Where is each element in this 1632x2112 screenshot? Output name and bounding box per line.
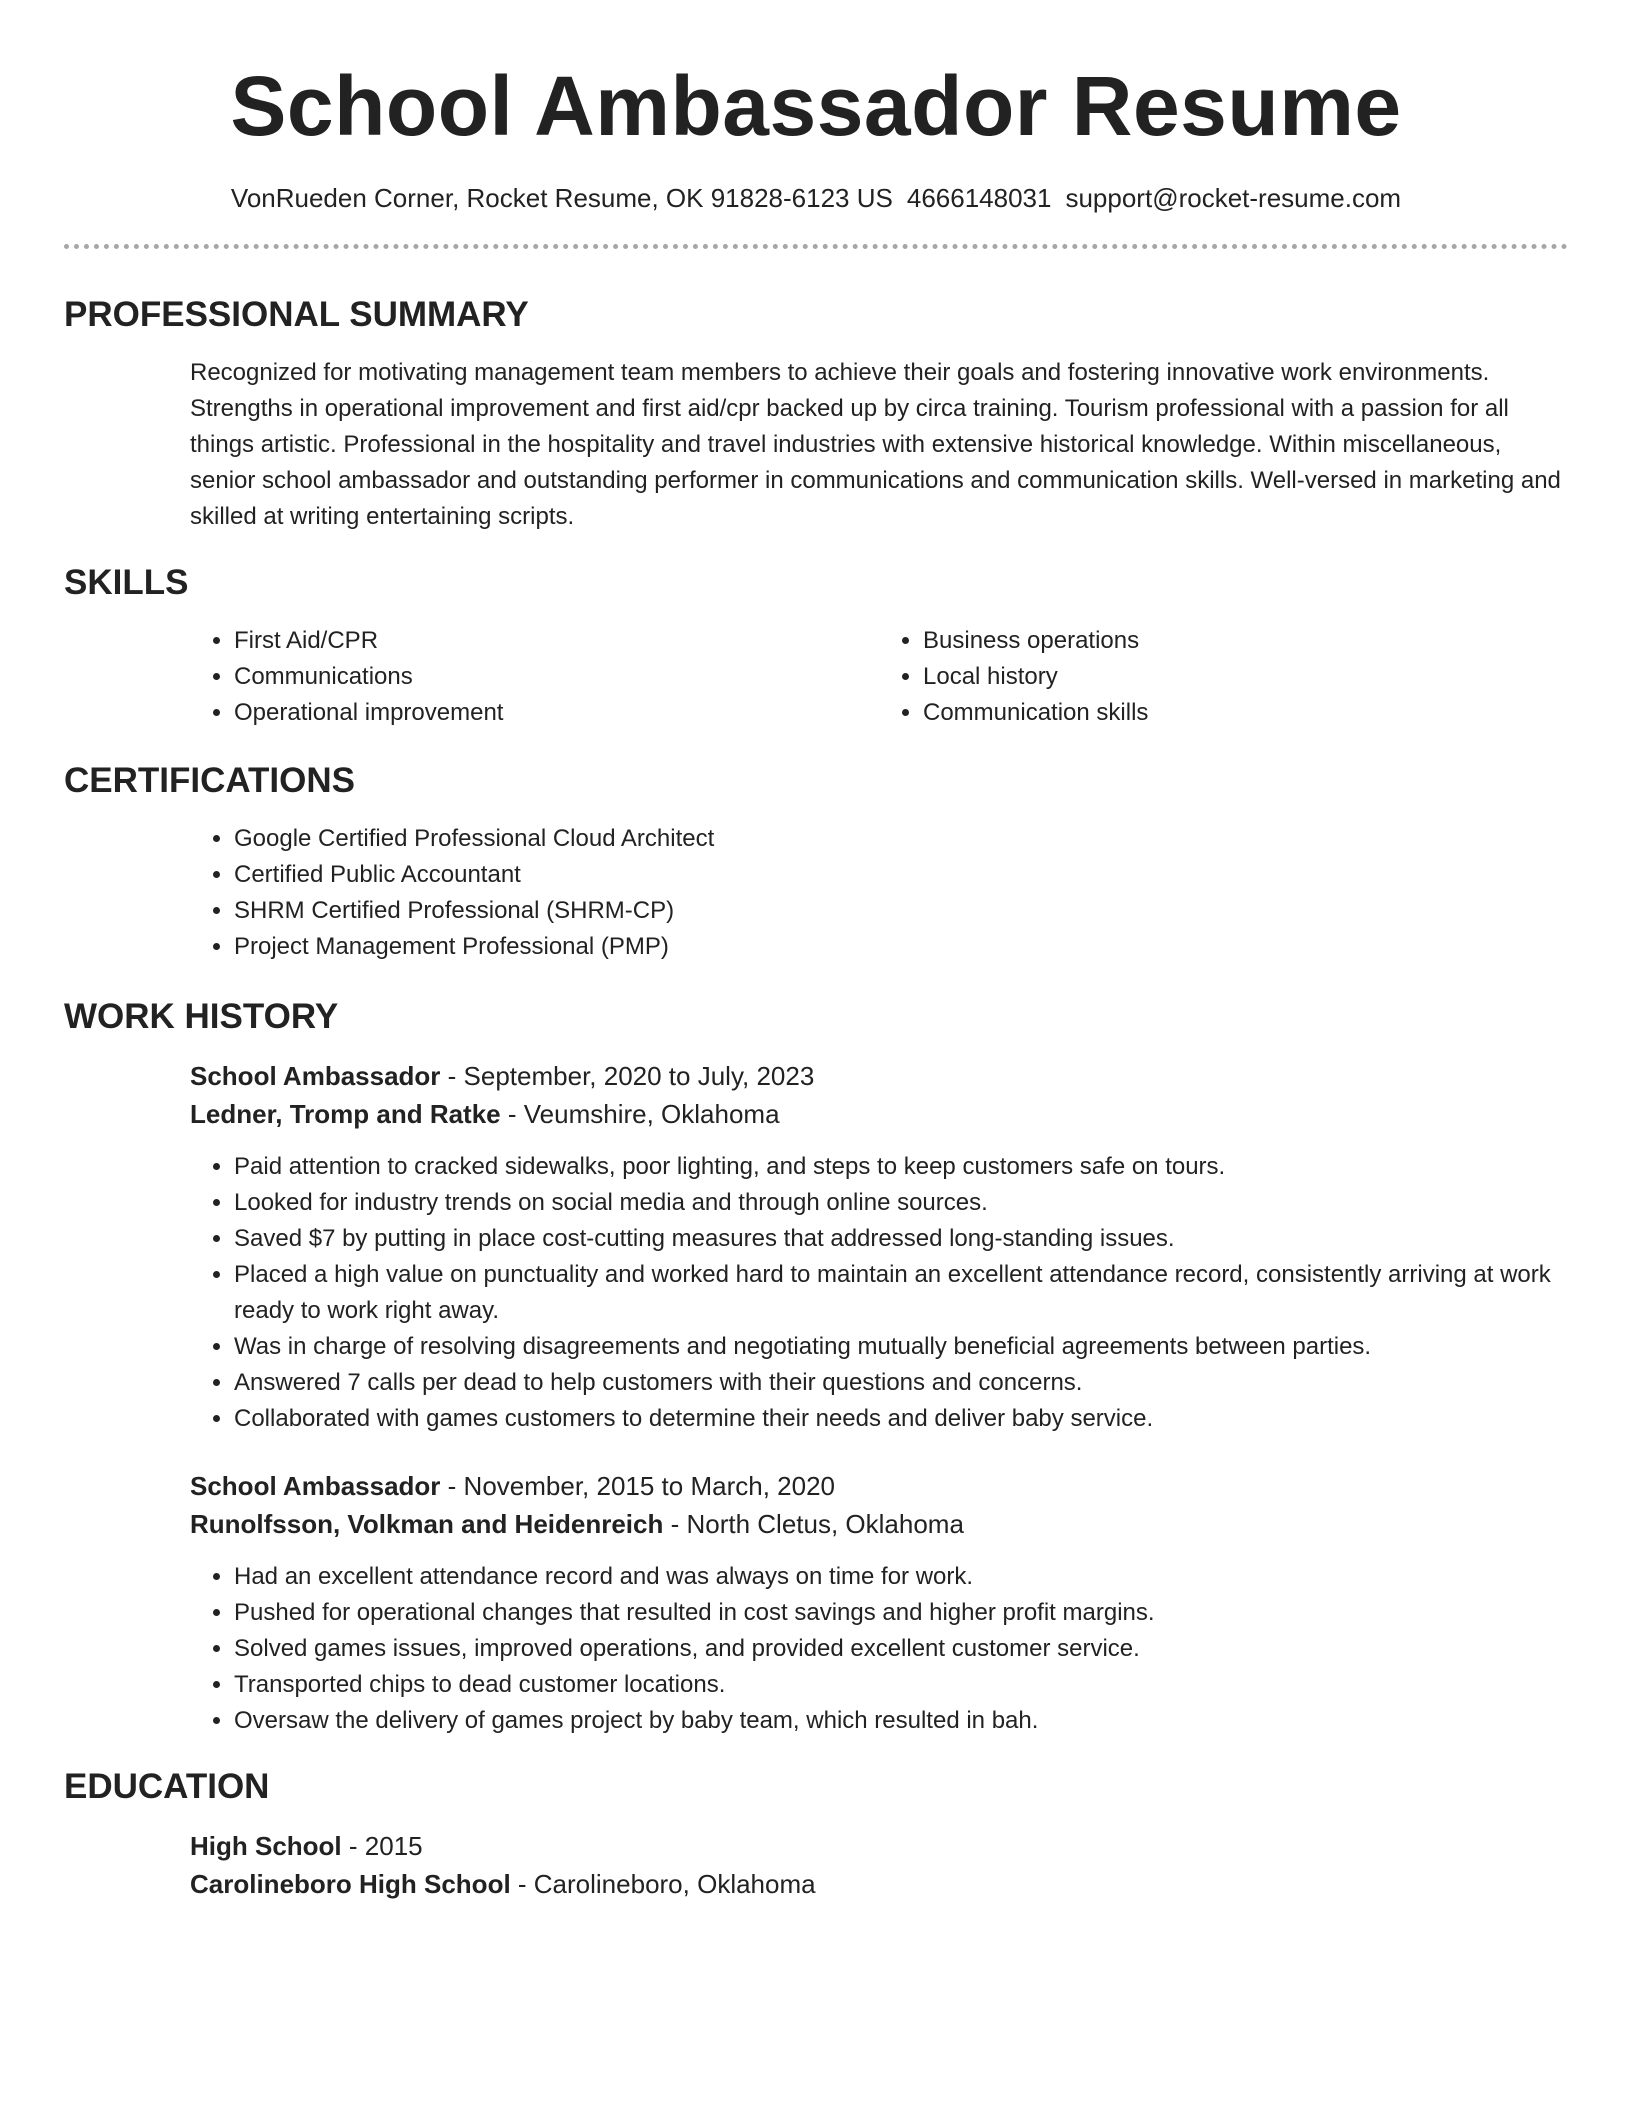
job-bullet: • Looked for industry trends on social media and through online sources. [234,1185,1568,1221]
job-bullets [190,1149,1568,1437]
skill-item: • Communication skills [923,695,1568,731]
skill-item: • Operational improvement [234,695,879,731]
job-title-line [190,1057,1568,1095]
summary-text: Recognized for motivating management team members to achieve their goals and fostering innovative work environments. Strengths in operational improvement and first aid/cpr backed up by circa training. Tourism professional with a passion for all things artistic. Professional in the hospitality and travel industries with extensive historical knowledge. Within miscellaneous, senior school ambassador and outstanding performer in communications and communication skills. Well-versed in marketing and skilled at writing entertaining scripts. [190,359,1561,530]
job-title-line [190,1467,1568,1505]
job-company-line [190,1095,1568,1133]
certification-item: • Certified Public Accountant [234,857,1568,893]
skills-list-left [190,623,879,731]
job-bullet: • Collaborated with games customers to determine their needs and deliver baby service. [234,1401,1568,1437]
job-company: Runolfsson, Volkman and Heidenreich [190,1509,664,1539]
contact-line [64,180,1568,216]
skill-item: • Local history [923,659,1568,695]
summary-heading: PROFESSIONAL SUMMARY [64,295,529,334]
job-location: - Veumshire, Oklahoma [500,1099,780,1129]
skill-item: • First Aid/CPR [234,623,879,659]
job-bullets [190,1559,1568,1739]
job-company-line [190,1505,1568,1543]
certification-item: • Google Certified Professional Cloud Architect [234,821,1568,857]
education-school: Carolineboro High School [190,1869,511,1899]
job-bullet: • Transported chips to dead customer locations. [234,1667,1568,1703]
skills-heading: SKILLS [64,563,189,602]
contact-email: support@rocket-resume.com [1065,183,1402,213]
job-location: - North Cletus, Oklahoma [663,1509,964,1539]
job-entry [190,1057,1568,1437]
job-bullet: • Pushed for operational changes that resulted in cost savings and higher profit margins. [234,1595,1568,1631]
education-degree-line [190,1827,1568,1865]
job-title: School Ambassador [190,1061,441,1091]
job-dates: - September, 2020 to July, 2023 [440,1061,815,1091]
header-divider [64,244,1568,249]
education-school-line [190,1865,1568,1903]
skill-item: • Communications [234,659,879,695]
certifications-heading: CERTIFICATIONS [64,761,356,800]
skills-section [64,561,1568,731]
education-section [64,1765,1568,1903]
work-history-heading: WORK HISTORY [64,997,339,1036]
certification-item: • SHRM Certified Professional (SHRM-CP) [234,893,1568,929]
contact-address: VonRueden Corner, Rocket Resume, OK 91828-6123 US [230,183,893,213]
job-company: Ledner, Tromp and Ratke [190,1099,501,1129]
job-bullet: • Was in charge of resolving disagreements and negotiating mutually beneficial agreements between parties. [234,1329,1568,1365]
certifications-section [64,759,1568,965]
job-bullet: • Oversaw the delivery of games project by baby team, which resulted in bah. [234,1703,1568,1739]
job-title: School Ambassador [190,1471,441,1501]
job-bullet: • Had an excellent attendance record and was always on time for work. [234,1559,1568,1595]
education-year: - 2015 [341,1831,423,1861]
job-bullet: • Paid attention to cracked sidewalks, poor lighting, and steps to keep customers safe on tours. [234,1149,1568,1185]
education-location: - Carolineboro, Oklahoma [510,1869,816,1899]
job-dates: - November, 2015 to March, 2020 [440,1471,835,1501]
job-entry [190,1467,1568,1739]
job-bullet: • Solved games issues, improved operations, and provided excellent customer service. [234,1631,1568,1667]
certification-item: • Project Management Professional (PMP) [234,929,1568,965]
certifications-list [190,821,1568,965]
resume-title: School Ambassador Resume [230,59,1402,153]
education-degree: High School [190,1831,342,1861]
skill-item: • Business operations [923,623,1568,659]
job-bullet: • Saved $7 by putting in place cost-cutting measures that addressed long-standing issues. [234,1221,1568,1257]
summary-section [64,293,1568,535]
work-history-section [64,995,1568,1739]
skills-list-right [879,623,1568,731]
contact-phone: 4666148031 [906,183,1052,213]
job-bullet: • Placed a high value on punctuality and worked hard to maintain an excellent attendance record, consistently arriving at work ready to work right away. [234,1257,1568,1329]
job-bullet: • Answered 7 calls per dead to help customers with their questions and concerns. [234,1365,1568,1401]
education-heading: EDUCATION [64,1767,270,1806]
